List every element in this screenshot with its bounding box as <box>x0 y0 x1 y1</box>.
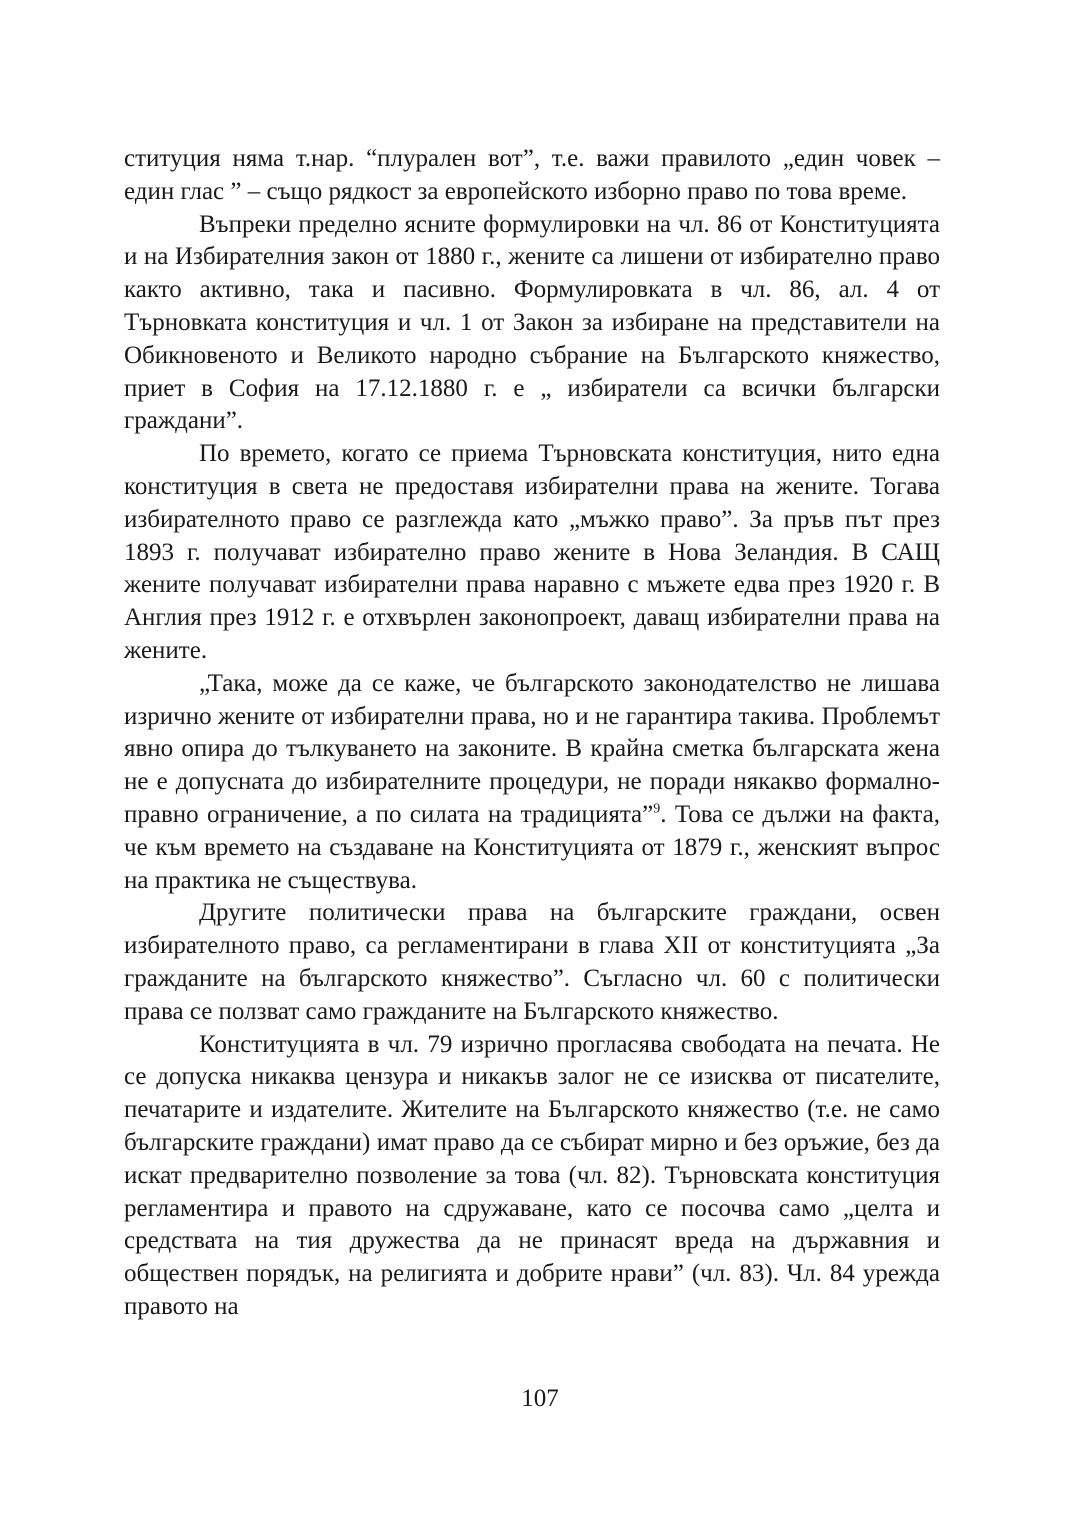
paragraph-world-context: По времето, когато се приема Търновската конституция, нито една конституция в света не предоставя избирателни права на жените. Тогава избирателното право се разглежда като „мъжко право”. За пръв път през 1893 г. получават избирателно право жените в Нова Зеландия. В САЩ жените получават избирателни права наравно с мъжете едва през 1920 г. В Англия през 1912 г. е отхвърлен законопроект, даващ избирателни права на жените. <box>124 440 940 664</box>
quote-text: „Така, може да се каже, че българското законодателство не лишава изрично жените от избирателни права, но и не гарантира такива. Проблемът явно опира до тълкуването на законите. В крайна сметка българската жена не е допусната до избирателните процедури, не поради някакво формално-правно ограничение, а по силата на традицията” <box>124 669 940 828</box>
footnote-mark: 9 <box>653 801 661 817</box>
paragraph-women-suffrage-deprivation: Въпреки пределно ясните формулировки на чл. 86 от Конституцията и на Избирателния закон от 1880 г., жените са лишени от избирателно право както активно, така и пасивно. Формулировката в чл. 86, ал. 4 от Търновката конституция и чл. 1 от Закон за избиране на представители на Обикновеното и Великото народно събрание на Българското княжество, приет в София на 17.12.1880 г. е „ избиратели са всички български граждани”. <box>124 210 940 435</box>
paragraph-political-rights: Другите политически права на българските граждани, освен избирателното право, са регламентирани в глава XII от конституцията „За гражданите на българското княжество”. Съгласно чл. 60 с политически права се ползват само гражданите на Българското княжество. <box>124 899 940 1025</box>
page-number: 107 <box>521 1385 559 1412</box>
body-text <box>124 143 940 1324</box>
paragraph-press-freedom: Конституцията в чл. 79 изрично прогласява свободата на печата. Не се допуска никаква цензура и никакъв залог не се изисква от писателите, печатарите и издателите. Жителите на Българското княжество (т.е. не само българските граждани) имат право да се събират мирно и без оръжие, без да искат предварително позволение за това (чл. 82). Търновската конституция регламентира и правото на сдружаване, като се посочва само „целта и средствата на тия дружества да не принасят вреда на държавния и обществен порядък, на религията и добрите нрави” (чл. 83). Чл. 84 урежда правото на <box>124 1030 940 1320</box>
quote-continuation: . Това се дължи на факта, че към времето на създаване на Конституцията от 1879 г., женският въпрос на практика не съществува. <box>124 800 940 894</box>
paragraph-continuation: ституция няма т.нар. “плурален вот”, т.е. важи правилото „един човек – един глас ” – също рядкост за европейското изборно право по това време. <box>124 145 940 205</box>
paragraph-quote <box>124 668 940 898</box>
